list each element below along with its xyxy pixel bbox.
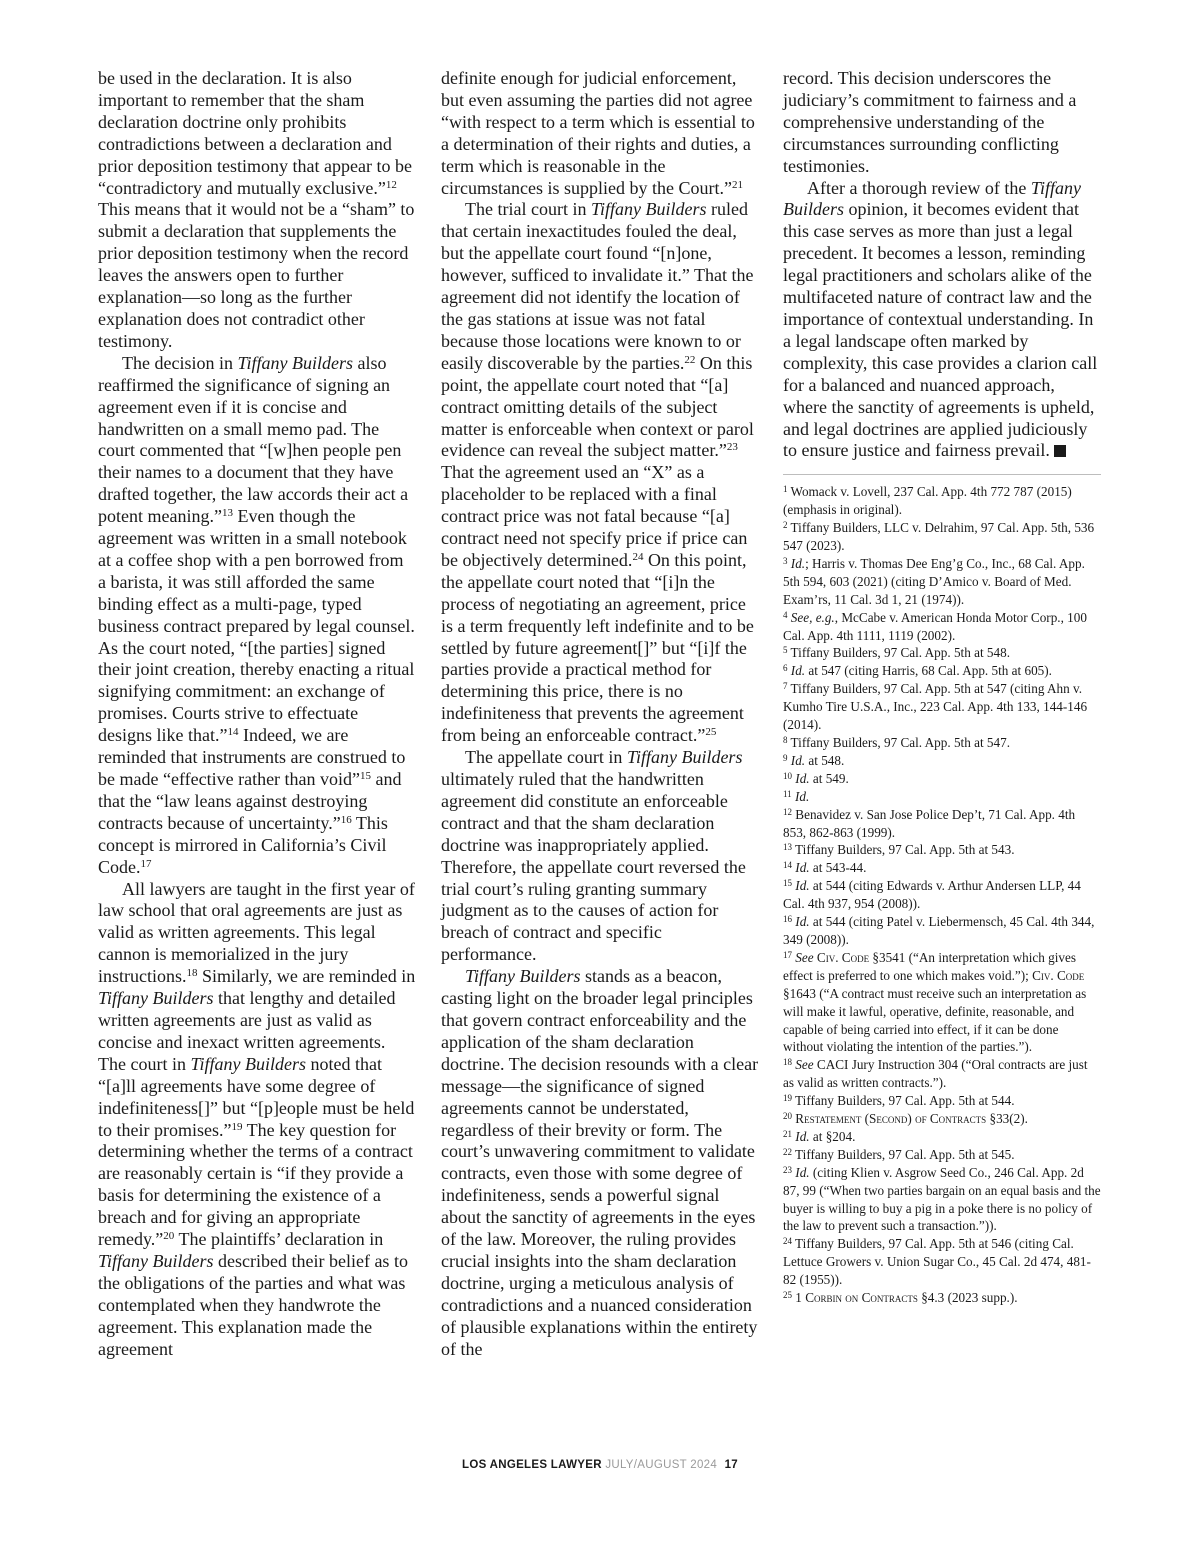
footnote: $^{25}$ 1 Corbin on Contracts §4.3 (2023 supp.). [783,1290,1018,1306]
paragraph: Tiffany Builders stands as a beacon, casting light on the broader legal principles that govern contract enforceability and the application of the sham declaration doctrine. The decision resounds with a clear message—the significance of signed agreements cannot be understated, regardless of their brevity or form. The court’s unwavering commitment to validate contracts, even those with some degree of indefiniteness, sends a powerful signal about the sanctity of agreements in the eyes of the law. Moreover, the ruling provides crucial insights into the sham declaration doctrine, urging a meticulous analysis of contradictions and a nuanced consideration of plausible explanations within the entirety of the [441,966,759,1359]
end-mark-icon [1054,445,1066,457]
paragraph: be used in the declaration. It is also important to remember that the sham declaration doctrine only prohibits contradictions between a declaration and prior deposition testimony that appear to be “contradictory and mutually exclusive.”$^{12}$ This means that it would not be a “sham” to submit a declaration that supplements the prior deposition testimony when the record leaves the answers open to further explanation—so long as the further explanation does not contradict other testimony. [98,68,415,351]
footnote: $^{23}$ Id. (citing Klien v. Asgrow Seed Co., 246 Cal. App. 2d 87, 99 (“When two parties bargain on an equal basis and the buyer is willing to buy a pig in a poke there is no policy of the law to prevent such a transaction.”)). [783,1164,1101,1234]
footnotes [783,483,1101,1307]
footnote: $^{13}$ Tiffany Builders, 97 Cal. App. 5th at 543. [783,842,1015,858]
footnote-divider [783,474,1101,475]
footnote: $^{12}$ Benavidez v. San Jose Police Dep’t, 71 Cal. App. 4th 853, 862-863 (1999). [783,806,1076,840]
footnote: $^{17}$ See Civ. Code §3541 (“An interpretation which gives effect is preferred to one which makes void.”); Civ. Code §1643 (“A contract must receive such an interpretation as will make it lawful, operative, definite, reasonable, and capable of being carried into effect, if it can be done without violating the intention of the parties.”). [783,949,1087,1055]
footnote: $^{21}$ Id. at §204. [783,1128,856,1144]
footnote: $^1$ Womack v. Lovell, 237 Cal. App. 4th 772 787 (2015) (emphasis in original). [783,484,1072,518]
paragraph: The trial court in Tiffany Builders ruled that certain inexactitudes fouled the deal, but the appellate court found “[n]one, however, sufficed to invalidate it.” That the agreement did not identify the location of the gas stations at issue was not fatal because those locations were known to or easily discoverable by the parties.$^{22}$ On this point, the appellate court noted that “[a] contract omitting details of the subject matter is enforceable when context or parol evidence can reveal the subject matter.”$^{23}$ That the agreement used an “X” as a placeholder to be replaced with a final contract price was not fatal because “[a] contract need not specify price if price can be objectively determined.$^{24}$ On this point, the appellate court noted that “[i]n the process of negotiating an agreement, price is a term frequently left indefinite and to be settled by future agreement[]” but “[i]f the parties provide a practical method for determining this price, there is no indefiniteness that prevents the agreement from being an enforceable contract.”$^{25}$ [441,199,754,746]
footnote: $^{14}$ Id. at 543-44. [783,860,867,876]
footnote: $^2$ Tiffany Builders, LLC v. Delrahim, 97 Cal. App. 5th, 536 547 (2023). [783,520,1095,554]
footnote: $^{18}$ See CACI Jury Instruction 304 (“Oral contracts are just as valid as written contracts.”). [783,1057,1088,1091]
footnote: $^4$ See, e.g., McCabe v. American Honda Motor Corp., 100 Cal. App. 4th 1111, 1119 (2002). [783,609,1087,643]
paragraph: definite enough for judicial enforcement, but even assuming the parties did not agree “with respect to a term which is essential to a determination of their rights and duties, a term which is reasonable in the circumstances is supplied by the Court.”$^{21}$ [441,68,755,198]
page-number: 17 [724,1459,738,1471]
footnote: $^{20}$ Restatement (Second) of Contracts §33(2). [783,1111,1028,1127]
footnote: $^7$ Tiffany Builders, 97 Cal. App. 5th at 547 (citing Ahn v. Kumho Tire U.S.A., Inc., 223 Cal. App. 4th 133, 144-146 (2014). [783,681,1088,733]
column-1 [98,68,416,1360]
issue-date: JULY/AUGUST 2024 [605,1459,718,1471]
paragraph: All lawyers are taught in the first year of law school that oral agreements are just as valid as written agreements. This legal cannon is memorialized in the jury instructions.$^{18}$ Similarly, we are reminded in Tiffany Builders that lengthy and detailed written agreements are just as valid as concise and inexact written agreements. The court in Tiffany Builders noted that “[a]ll agreements have some degree of indefiniteness[]” but “[p]eople must be held to their promises.”$^{19}$ The key question for determining whether the terms of a contract are reasonably certain is “if they provide a basis for determining the existence of a breach and for giving an appropriate remedy.”$^{20}$ The plaintiffs’ declaration in Tiffany Builders described their belief as to the obligations of the parties and what was contemplated when they handwrote the agreement. This explanation made the agreement [98,878,416,1359]
column-2 [441,68,759,1360]
paragraph: After a thorough review of the Tiffany Builders opinion, it becomes evident that this case serves as more than just a legal precedent. It becomes a lesson, reminding legal practitioners and scholars alike of the multifaceted nature of contract law and the importance of contextual understanding. In a legal landscape often marked by complexity, this case provides a clarion call for a balanced and nuanced approach, where the sanctity of agreements is upheld, and legal doctrines are applied judiciously to ensure justice and fairness prevail. [783,177,1098,461]
footnote: $^{24}$ Tiffany Builders, 97 Cal. App. 5th at 546 (citing Cal. Lettuce Growers v. Union Sugar Co., 45 Cal. 2d 474, 481-82 (1955)). [783,1236,1091,1288]
paragraph: The appellate court in Tiffany Builders ultimately ruled that the handwritten agreement did constitute an enforceable contract and that the sham declaration doctrine was inappropriately applied. Therefore, the appellate court reversed the trial court’s ruling granting summary judgment as to the causes of action for breach of contract and specific performance. [441,747,746,965]
footnote: $^{16}$ Id. at 544 (citing Patel v. Liebermensch, 45 Cal. 4th 344, 349 (2008)). [783,914,1095,947]
footnote: $^9$ Id. at 548. [783,752,845,768]
footnote: $^{22}$ Tiffany Builders, 97 Cal. App. 5th at 545. [783,1146,1015,1162]
paragraph: record. This decision underscores the judiciary’s commitment to fairness and a comprehensive understanding of the circumstances surrounding conflicting testimonies. [783,68,1077,176]
footnote: $^{11}$ Id. [783,788,810,804]
footnote: $^3$ Id.; Harris v. Thomas Dee Eng’g Co., Inc., 68 Cal. App. 5th 594, 603 (2021) (citing D’Amico v. Board of Med. Exam’rs, 11 Cal. 3d 1, 21 (1974)). [783,555,1085,607]
footnote: $^5$ Tiffany Builders, 97 Cal. App. 5th at 548. [783,645,1010,661]
footnote: $^8$ Tiffany Builders, 97 Cal. App. 5th at 547. [783,735,1010,750]
publication-name: LOS ANGELES LAWYER [462,1459,602,1471]
page-footer [0,1459,1200,1471]
footnote: $^{15}$ Id. at 544 (citing Edwards v. Arthur Andersen LLP, 44 Cal. 4th 937, 954 (2008)). [783,878,1081,912]
footnote: $^{19}$ Tiffany Builders, 97 Cal. App. 5th at 544. [783,1093,1015,1109]
footnote: $^{10}$ Id. at 549. [783,770,849,786]
column-3 [783,68,1101,1307]
footnote: $^6$ Id. at 547 (citing Harris, 68 Cal. App. 5th at 605). [783,663,1052,679]
paragraph: The decision in Tiffany Builders also reaffirmed the significance of signing an agreement even if it is concise and handwritten on a small memo pad. The court commented that “[w]hen people pen their names to a document that they have drafted together, the law accords their act a potent meaning.”$^{13}$ Even though the agreement was written in a small notebook at a coffee shop with a pen borrowed from a barista, it was still afforded the same binding effect as a multi-page, typed business contract prepared by legal counsel. As the court noted, “[the parties] signed their joint creation, thereby enacting a ritual signifying commitment: an exchange of promises. Courts strive to effectuate designs like that.”$^{14}$ Indeed, we are reminded that instruments are construed to be made “effective rather than void”$^{15}$ and that the “law leans against destroying contracts because of uncertainty.”$^{16}$ This concept is mirrored in California’s Civil Code.$^{17}$ [98,352,415,877]
